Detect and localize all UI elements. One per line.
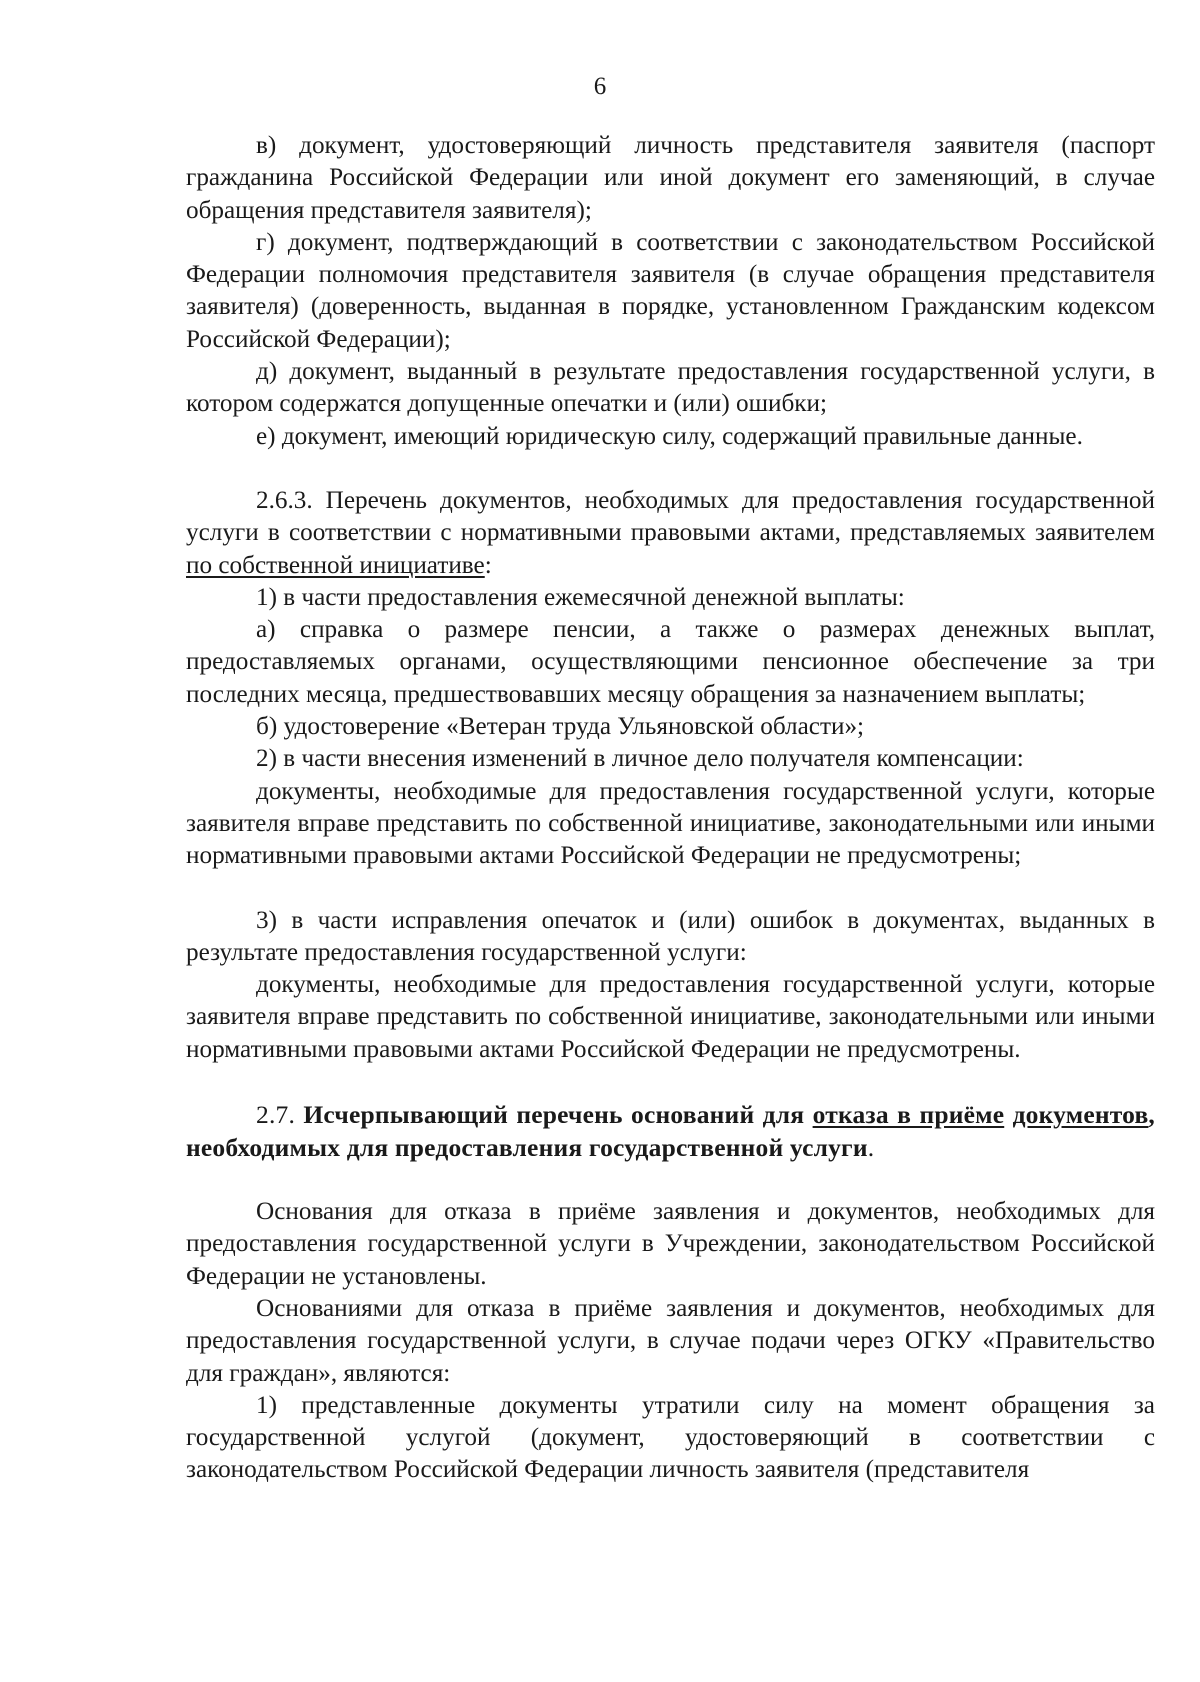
paragraph-grounds-ogku: Основаниями для отказа в приёме заявления и документов, необходимых для предоставления государственной услуги, в случае подачи через ОГКУ «Правительство для граждан», являются:: [186, 1294, 1155, 1387]
section-2-6-3-text: 2.6.3. Перечень документов, необходимых для предоставления государственной услуги в соответствии с нормативными правовыми актами, представляемых заявителем: [186, 486, 1155, 547]
section-2-7-title-underlined1: отказа в приёме: [812, 1100, 1005, 1130]
paragraph-part-2-documents: документы, необходимые для предоставления государственной услуги, которые заявителя вправе представить по собственной инициативе, законодательными или иными нормативными правовыми актами Российской Федерации не предусмотрены;: [186, 777, 1155, 870]
section-2-7-title-part2: , необходимых для предоставления государственной услуги: [186, 1100, 1155, 1163]
section-2-7-number: 2.7.: [256, 1100, 304, 1130]
section-2-7-title-underlined2: документов: [1012, 1100, 1149, 1130]
section-2-6-3-intro: [186, 485, 1155, 582]
paragraph-item-b: б) удостоверение «Ветеран труда Ульяновской области»;: [256, 713, 865, 741]
paragraph-part-2: 2) в части внесения изменений в личное дело получателя компенсации:: [256, 745, 1024, 773]
spacer: [186, 1066, 1155, 1098]
paragraph-item-d: д) документ, выданный в результате предоставления государственной услуги, в котором содержатся допущенные опечатки и (или) ошибки;: [186, 358, 1155, 418]
paragraph-item-e: е) документ, имеющий юридическую силу, содержащий правильные данные.: [256, 422, 1083, 450]
section-2-7-title-end: .: [867, 1133, 875, 1163]
paragraph-part-3: 3) в части исправления опечаток и (или) ошибок в документах, выданных в результате предоставления государственной услуги:: [186, 906, 1155, 966]
section-2-6-3-underlined: по собственной инициативе: [186, 551, 485, 579]
section-2-7-heading: [186, 1098, 1155, 1164]
paragraph-item-g: г) документ, подтверждающий в соответствии с законодательством Российской Федерации полномочия представителя заявителя (в случае обращения представителя заявителя) (доверенность, выданная в порядке, установленном Гражданским кодексом Российской Федерации);: [186, 228, 1155, 353]
spacer: [186, 1164, 1155, 1196]
paragraph-ground-1: 1) представленные документы утратили силу на момент обращения за государственной услугой (документ, удостоверяющий в соответствии с законодательством Российской Федерации личность заявителя (представителя: [186, 1391, 1155, 1484]
document-body: [186, 130, 1155, 1487]
page-number: 6: [593, 73, 607, 100]
section-2-7-title-part1: Исчерпывающий перечень оснований для: [303, 1100, 813, 1130]
paragraph-item-v: в) документ, удостоверяющий личность представителя заявителя (паспорт гражданина Российской Федерации или иной документ его заменяющий, в случае обращения представителя заявителя);: [186, 132, 1155, 224]
paragraph-part-1: 1) в части предоставления ежемесячной денежной выплаты:: [256, 583, 905, 611]
spacer: [186, 873, 1155, 905]
section-2-6-3-colon: :: [484, 551, 492, 579]
paragraph-item-a: а) справка о размере пенсии, а также о размерах денежных выплат, предоставляемых органами, осуществляющими пенсионное обеспечение за три последних месяца, предшествовавших месяцу обращения за назначением выплаты;: [186, 616, 1155, 708]
spacer: [186, 453, 1155, 485]
paragraph-part-3-documents: документы, необходимые для предоставления государственной услуги, которые заявителя вправе представить по собственной инициативе, законодательными или иными нормативными правовыми актами Российской Федерации не предусмотрены.: [186, 971, 1155, 1063]
section-2-7-title-space: [1004, 1100, 1012, 1129]
paragraph-grounds-institution: Основания для отказа в приёме заявления и документов, необходимых для предоставления государственной услуги в Учреждении, законодательством Российской Федерации не установлены.: [186, 1198, 1155, 1290]
